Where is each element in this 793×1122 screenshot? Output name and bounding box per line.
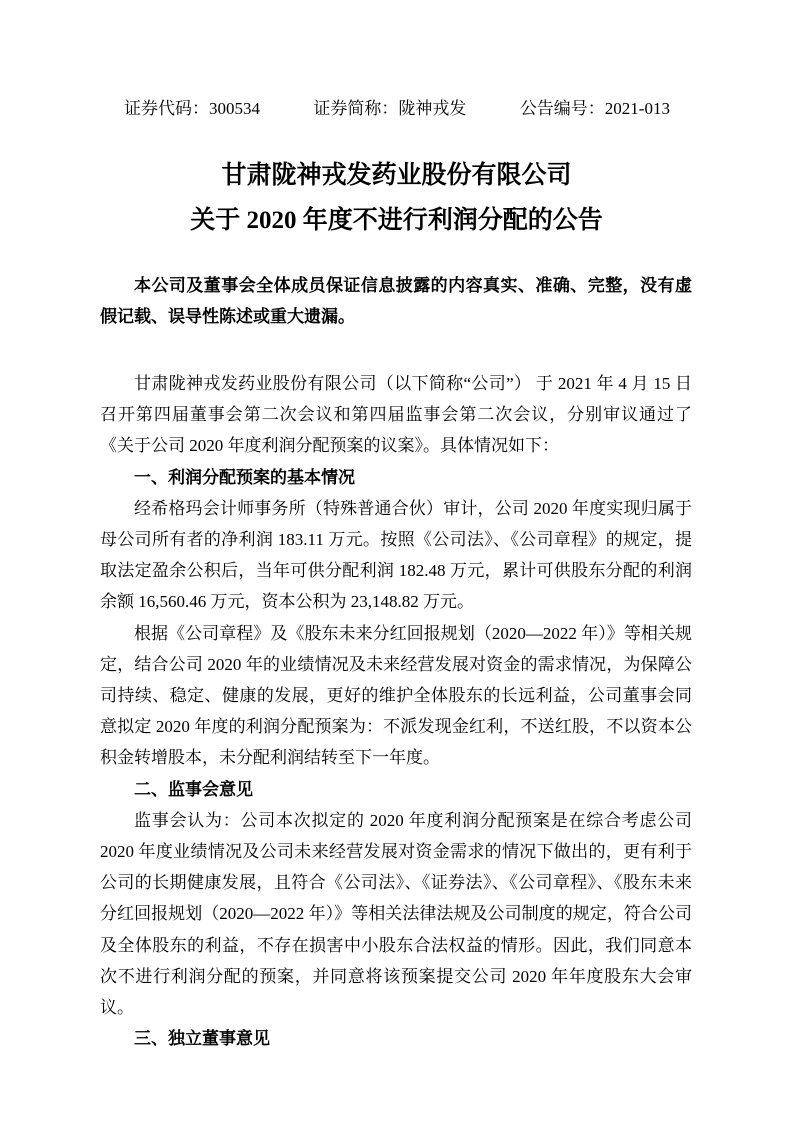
stock-code: 证券代码：300534: [124, 99, 260, 118]
document-header: [124, 96, 670, 122]
disclaimer-statement: 本公司及董事会全体成员保证信息披露的内容真实、准确、完整，没有虚假记载、误导性陈述或重大遗漏。: [100, 276, 692, 326]
stock-name: 证券简称：陇神戎发: [313, 99, 467, 118]
document-title: [0, 153, 793, 243]
paragraph-supervisory-board-opinion: 监事会认为：公司本次拟定的 2020 年度利润分配预案是在综合考虑公司 2020 年度业绩情况及公司未来经营发展对资金需求的情况下做出的，更有利于公司的长期健康发展，且符合《公司法》、《证券法》、《公司章程》、《股东未来分红回报规划（2020—2022 年）》等相关法律法规及公司制度的规定，符合公司及全体股东的利益，不存在损害中小股东合法权益的情形。因此，我们同意本次不进行利润分配的预案，并同意将该预案提交公司 2020 年年度股东大会审议。: [100, 810, 692, 1018]
paragraph-board-meeting-intro: 甘肃陇神戎发药业股份有限公司（以下简称“公司”） 于 2021 年 4 月 15 日召开第四届董事会第二次会议和第四届监事会第二次会议，分别审议通过了《关于公司 2020 年度利润分配预案的议案》。具体情况如下：: [100, 374, 692, 456]
section-heading-profit-distribution-plan: 一、利润分配预案的基本情况: [134, 467, 355, 487]
title-line-company: 甘肃陇神戎发药业股份有限公司: [221, 162, 572, 189]
document-body: [100, 368, 692, 1054]
paragraph-plan-details: 根据《公司章程》及《股东未来分红回报规划（2020—2022 年）》等相关规定，结合公司 2020 年的业绩情况及未来经营发展对资金的需求情况，为保障公司持续、稳定、健康的发展，更好的维护全体股东的长远利益，公司董事会同意拟定 2020 年度的利润分配预案为：不派发现金红利，不送红股，不以资本公积金转增股本，未分配利润结转至下一年度。: [100, 623, 692, 768]
title-line-subject: 关于 2020 年度不进行利润分配的公告: [190, 207, 603, 234]
section-heading-independent-directors-opinion: 三、独立董事意见: [134, 1029, 270, 1049]
section-heading-supervisory-board-opinion: 二、监事会意见: [134, 779, 253, 799]
paragraph-audit-results: 经希格玛会计师事务所（特殊普通合伙）审计，公司 2020 年度实现归属于母公司所有者的净利润 183.11 万元。按照《公司法》、《公司章程》的规定，提取法定盈余公积后，当年可供分配利润 182.48 万元，累计可供股东分配的利润余额 16,560.46 万元，资本公积为 23,148.82 万元。: [100, 498, 692, 612]
announcement-number: 公告编号：2021-013: [519, 99, 670, 118]
